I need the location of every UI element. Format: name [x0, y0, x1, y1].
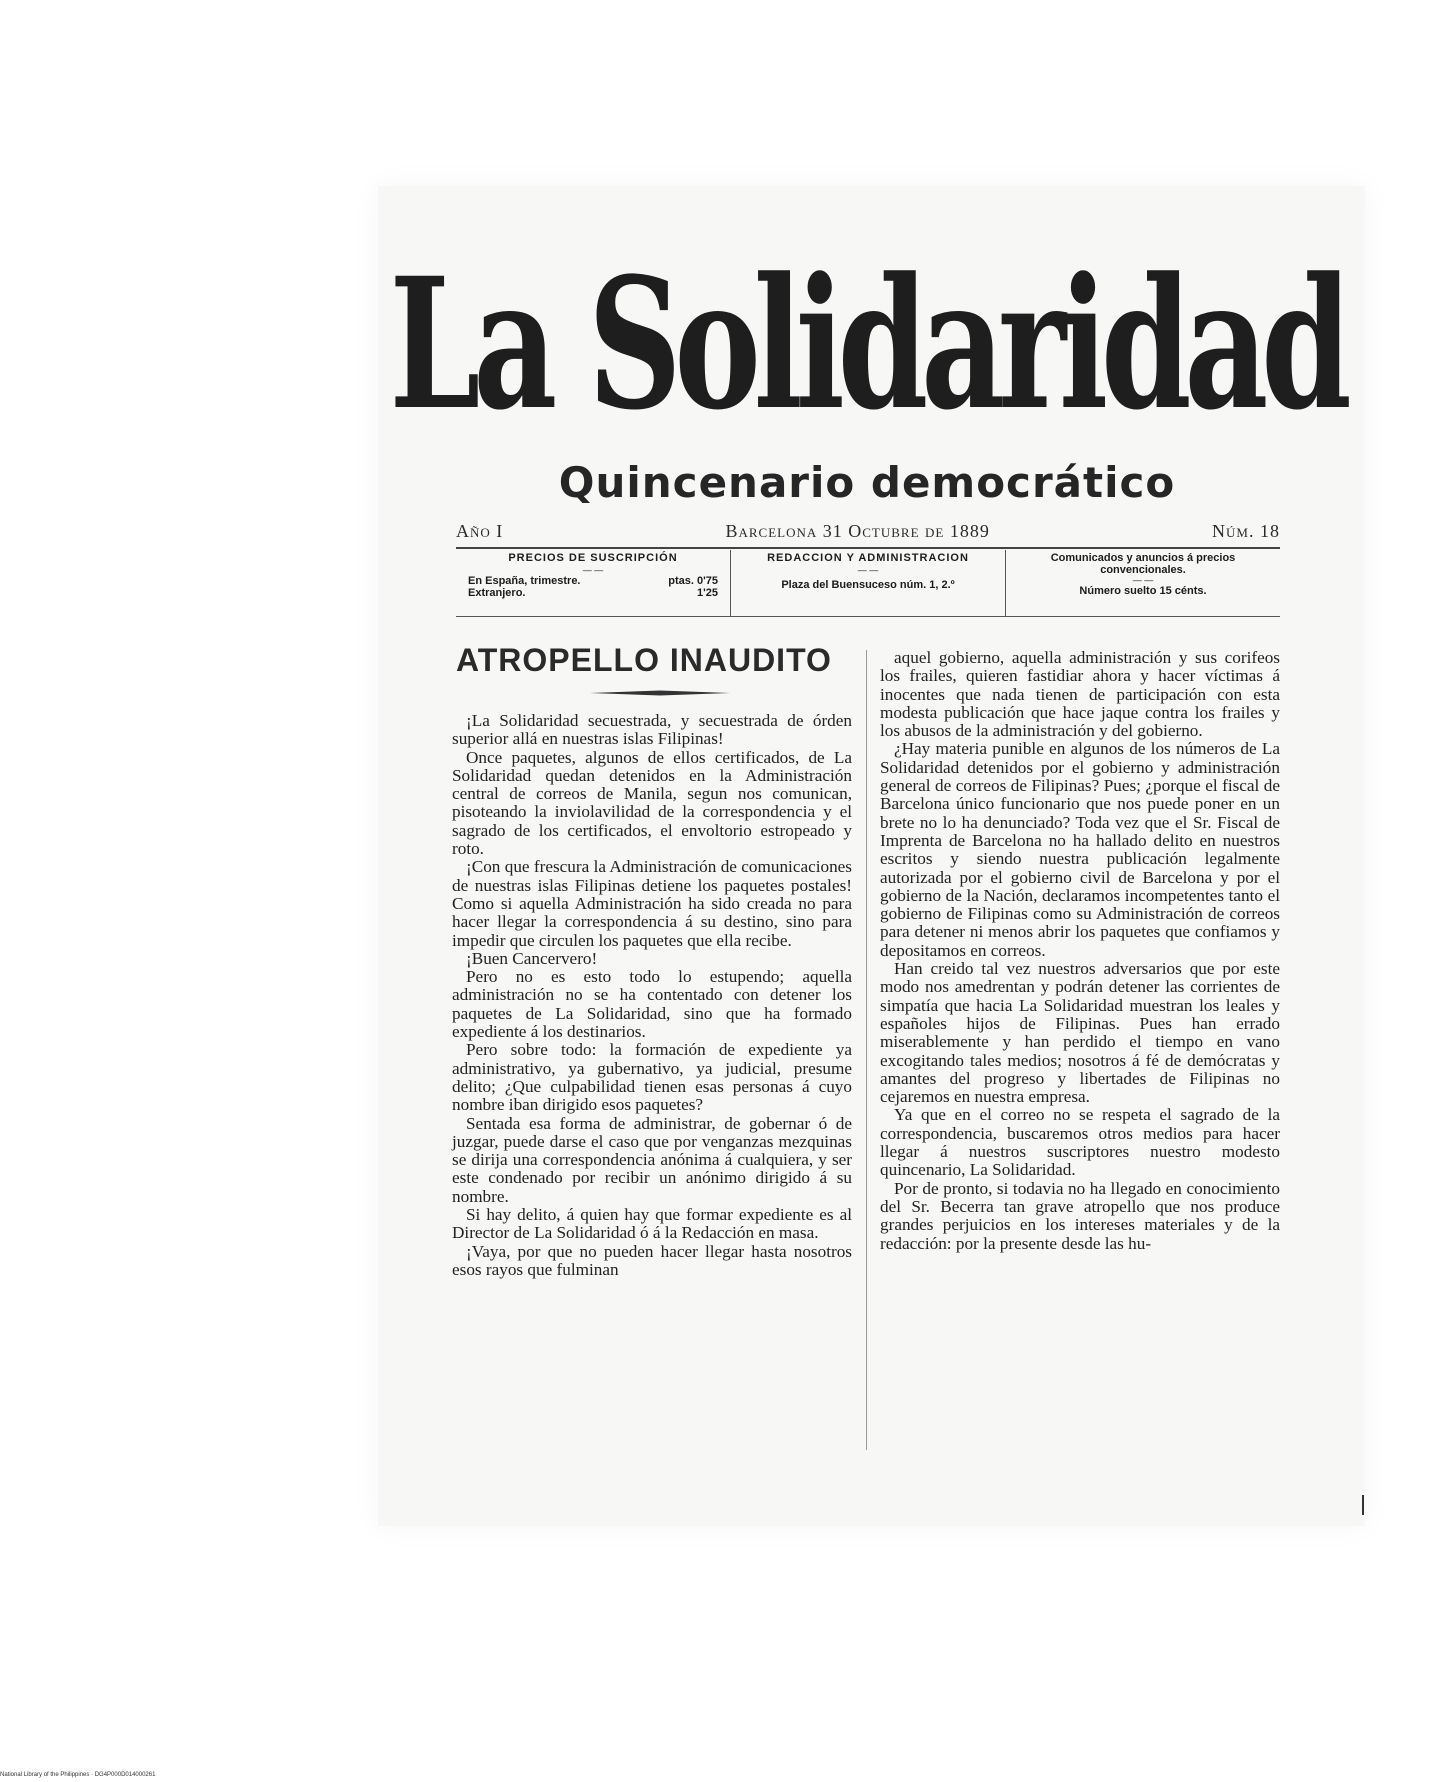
article-paragraph: ¡Vaya, por que no pueden hacer llegar hasta nosotros esos rayos que fulminan	[452, 1241, 852, 1279]
masthead-subtitle: Quincenario democrático	[558, 458, 1176, 507]
article-paragraph: ¡La Solidaridad secuestrada, y secuestrada de órden superior allá en nuestras islas Filipinas!	[452, 711, 852, 749]
article-paragraph: Pero no es esto todo lo estupendo; aquella administración no se ha contentado con detener los paquetes de La Solidaridad, sino que ha formado expediente á los destinarios.	[452, 967, 852, 1042]
article-paragraph: Si hay delito, á quien hay que formar expediente es al Director de La Solidaridad ó á la Redacción en masa.	[452, 1205, 852, 1243]
dateline	[456, 518, 1280, 549]
single-copy-price: Número suelto 15 cénts.	[1079, 585, 1207, 597]
spain-label: En España, trimestre.	[468, 575, 581, 587]
article-paragraph: ¿Hay materia punible en algunos de los números de La Solidaridad detenidos por el gobierno y administración general de correos de Filipinas? Pues; ¿porque el fiscal de Barcelona único funcionario que nos puede poner en un brete no lo ha denunciado? Toda vez que el Sr. Fiscal de Imprenta de Barcelona no ha hallado delito en nuestros escritos y siendo nuestra publicación legalmente autorizada por el gobierno civil de Barcelona y por el gobierno de la Nación, declaramos incompetentes tanto el gobierno de Filipinas como su Administración de correos para detener ni menos abrir los paquetes que confiamos y depositamos en correos.	[880, 739, 1280, 960]
dash-divider: — —	[582, 565, 604, 575]
abroad-price: 1'25	[697, 587, 718, 599]
ads-text: Comunicados y anuncios á precios convencionales.	[1050, 552, 1236, 576]
article-paragraph: Ya que en el correo no se respeta el sagrado de la correspondencia, buscaremos otros medios para hacer llegar á nuestros suscriptores nuestro modesto quincenario, La Solidaridad.	[880, 1105, 1280, 1180]
issue-number: Núm. 18	[1212, 520, 1280, 541]
article-column-left	[452, 712, 852, 1279]
info-bar	[456, 550, 1280, 617]
ornamental-rule	[590, 690, 730, 696]
ads-info	[1005, 550, 1280, 616]
article-headline: ATROPELLO INAUDITO	[456, 642, 832, 678]
footer-credit: National Library of the Philippines · DG4P000D014000261	[0, 1772, 156, 1778]
dash-divider: — —	[857, 565, 879, 575]
office-heading: REDACCION Y ADMINISTRACION	[767, 552, 969, 564]
office-address: Plaza del Buensuceso núm. 1, 2.º	[781, 579, 955, 591]
price-row-spain	[462, 575, 724, 587]
price-row-abroad	[462, 587, 724, 599]
editorial-office	[730, 550, 1005, 616]
article-paragraph: Once paquetes, algunos de ellos certificados, de La Solidaridad quedan detenidos en la Administración central de correos de Manila, segun nos comunican, pisoteando la inviolavilidad de la correspondencia y el sagrado de los certificados, el envoltorio estropeado y roto.	[452, 747, 852, 859]
article-paragraph: Sentada esa forma de administrar, de gobernar ó de juzgar, puede darse el caso que por venganzas mezquinas se dirija una correspondencia anónima á cualquiera, y ser este condenado por recibir un anónimo dirigido á su nombre.	[452, 1113, 852, 1206]
subscription-heading: PRECIOS DE SUSCRIPCIÓN	[508, 552, 678, 564]
article-paragraph: aquel gobierno, aquella administración y sus corifeos los frailes, quieren fastidiar ahora y hacer víctimas á inocentes que nada tienen de participación con esta modesta publicación que hace jaque contra los frailes y los abusos de la administración y del gobierno.	[880, 648, 1280, 741]
year-label: Año I	[456, 520, 504, 541]
article-column-right	[880, 649, 1280, 1253]
column-divider	[866, 650, 867, 1450]
dash-divider: — —	[1132, 575, 1154, 585]
page-edge-mark	[1362, 1495, 1364, 1515]
article-paragraph: Han creido tal vez nuestros adversarios que por este modo nos amedrentan y podrán detener las corrientes de simpatía que hacia La Solidaridad muestran los leales y españoles hijos de Filipinas. Pues han errado miserablemente y han perdido el tiempo en vano excogitando tales medios; nosotros á fé de demócratas y amantes del progreso y libertades de Filipinas no cejaremos en nuestra empresa.	[880, 959, 1280, 1107]
subscription-prices	[456, 550, 730, 616]
article-paragraph: ¡Buen Cancervero!	[466, 948, 598, 968]
masthead-title: La Solidaridad	[389, 239, 1345, 450]
article-paragraph: Pero sobre todo: la formación de expediente ya administrativo, ya gubernativo, ya judicial, presume delito; ¿Que culpabilidad tienen esas personas á cuyo nombre iban dirigido esos paquetes?	[452, 1040, 852, 1115]
abroad-label: Extranjero.	[468, 587, 526, 599]
article-paragraph: ¡Con que frescura la Administración de comunicaciones de nuestras islas Filipinas detiene los paquetes postales! Como si aquella Administración ha sido creada no para hacer llegar la correspondencia á su destino, sino para impedir que circulen los paquetes que ella recibe.	[452, 857, 852, 950]
place-date: Barcelona 31 Octubre de 1889	[725, 520, 990, 541]
spain-price: ptas. 0'75	[668, 575, 718, 587]
article-paragraph: Por de pronto, si todavia no ha llegado en conocimiento del Sr. Becerra tan grave atropello que nos produce grandes perjuicios en los intereses materiales y de la redacción: por la presente desde las hu-	[880, 1178, 1280, 1253]
